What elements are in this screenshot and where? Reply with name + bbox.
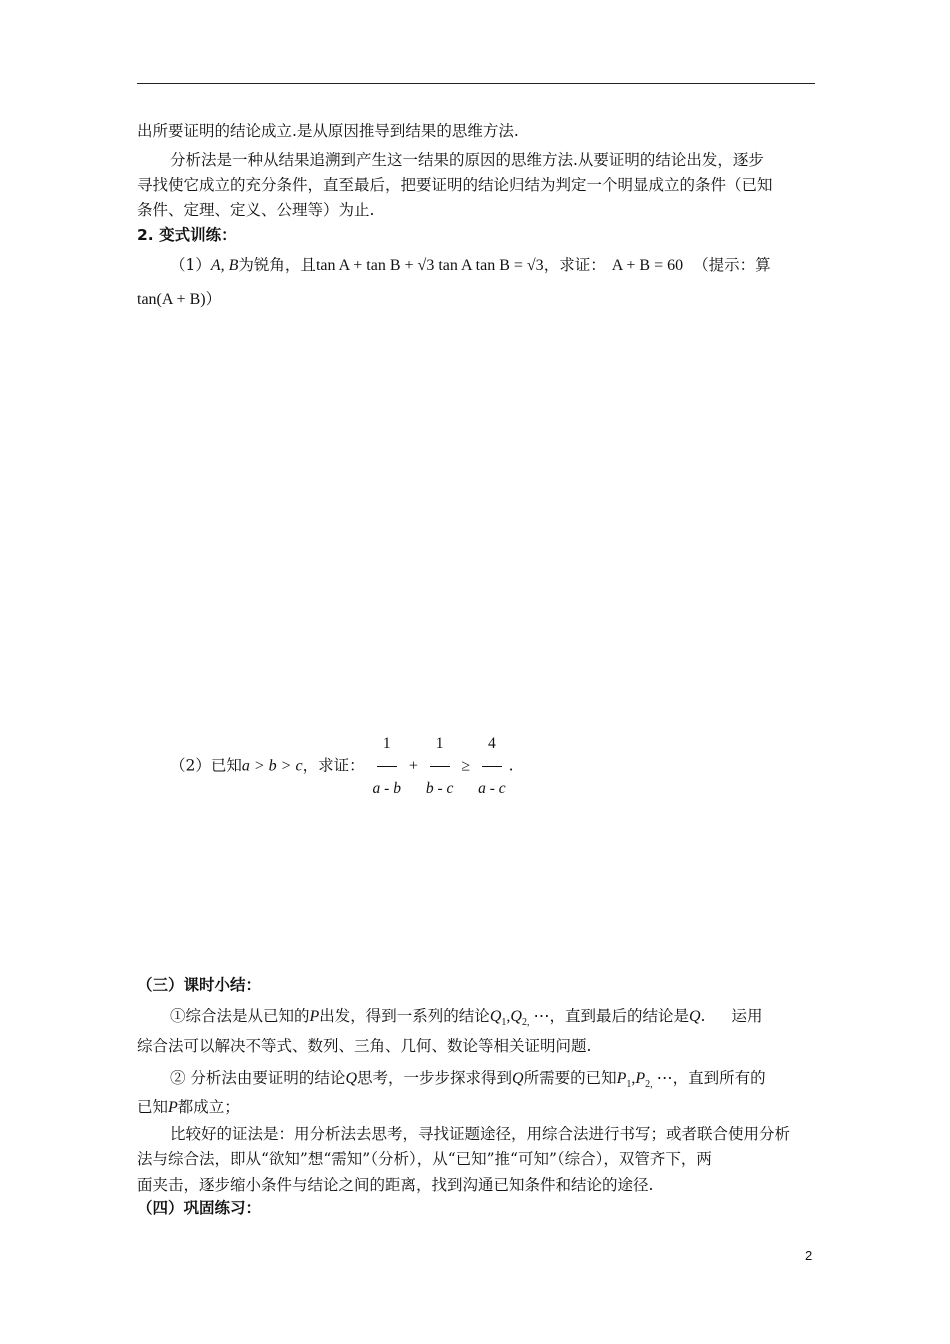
paragraph-2-line-3: 条件、定理、定义、公理等）为止. <box>137 201 375 219</box>
exercise-1-vars: A, B <box>210 257 239 274</box>
exercise-1-claim: A + B = 60 <box>611 257 684 274</box>
exercise-1-close: ） <box>205 290 222 308</box>
exercise-1-line-1 <box>137 255 815 276</box>
exercise-1-text-1: 为锐角，且 <box>238 256 316 274</box>
exercise-2-label: （2）已知 <box>170 756 242 775</box>
section-2-heading: 2. 变式训练： <box>137 226 237 244</box>
exercise-1-hint-expression: tan(A + B) <box>137 291 206 308</box>
paragraph-3-line-2: 法与综合法，即从“欲知”想“需知”（分析），从“已知”推“可知”（综合），双管齐下，两 <box>137 1150 712 1168</box>
exercise-1-hint: （提示：算 <box>693 256 771 274</box>
plus-sign: + <box>408 757 418 775</box>
paragraph-3-line-3: 面夹击，逐步缩小条件与结论之间的距离，找到沟通已知条件和结论的途径. <box>137 1176 654 1194</box>
summary-2-line-1: ② 分析法由要证明的结论Q思考，一步步探求得到Q所需要的已知$P_1,P_{2,}$ ⋯，直到所有的 <box>170 1069 766 1091</box>
exercise-1-label: （1） <box>170 256 211 274</box>
paragraph-1: 出所要证明的结论成立.是从原因推导到结果的思维方法. <box>137 122 519 140</box>
section-4-heading: （四）巩固练习： <box>137 1199 262 1217</box>
exercise-2 <box>137 724 815 797</box>
summary-1-line-2: 综合法可以解决不等式、数列、三角、几何、数论等相关证明问题. <box>137 1037 592 1055</box>
exercise-1-text-2: ，求证： <box>543 256 606 274</box>
header-rule <box>137 83 815 84</box>
page-number: 2 <box>805 1248 813 1263</box>
exercise-2-text: ，求证： <box>302 756 365 775</box>
exercise-1-equation: tan A + tan B + √3 tan A tan B = √3 <box>315 257 544 274</box>
fraction-2: $\frac{1}{b - c}$ <box>426 724 454 809</box>
exercise-2-end: . <box>508 756 514 775</box>
paragraph-3-line-1: 比较好的证法是：用分析法去思考，寻找证题途径，用综合法进行书写；或者联合使用分析 <box>170 1125 791 1143</box>
summary-1-line-1: ①综合法是从已知的P出发，得到一系列的结论$Q_1,Q_{2,}$ ⋯，直到最后的结论是Q. 运用 <box>170 1007 763 1029</box>
paragraph-2-line-2: 寻找使它成立的充分条件，直至最后，把要证明的结论归结为判定一个明显成立的条件（已知 <box>137 176 773 194</box>
section-3-heading: （三）课时小结： <box>137 976 262 994</box>
geq-sign: ≥ <box>461 757 471 775</box>
fraction-1: $\frac{1}{a - b}$ <box>373 724 401 809</box>
exercise-1-line-2 <box>137 289 815 310</box>
exercise-2-condition: a > b > c <box>241 757 303 775</box>
summary-2-line-2: 已知P都成立； <box>137 1098 240 1116</box>
paragraph-2-line-1: 分析法是一种从结果追溯到产生这一结果的原因的思维方法.从要证明的结论出发，逐步 <box>170 151 764 169</box>
fraction-3: $\frac{4}{a - c}$ <box>478 724 506 809</box>
